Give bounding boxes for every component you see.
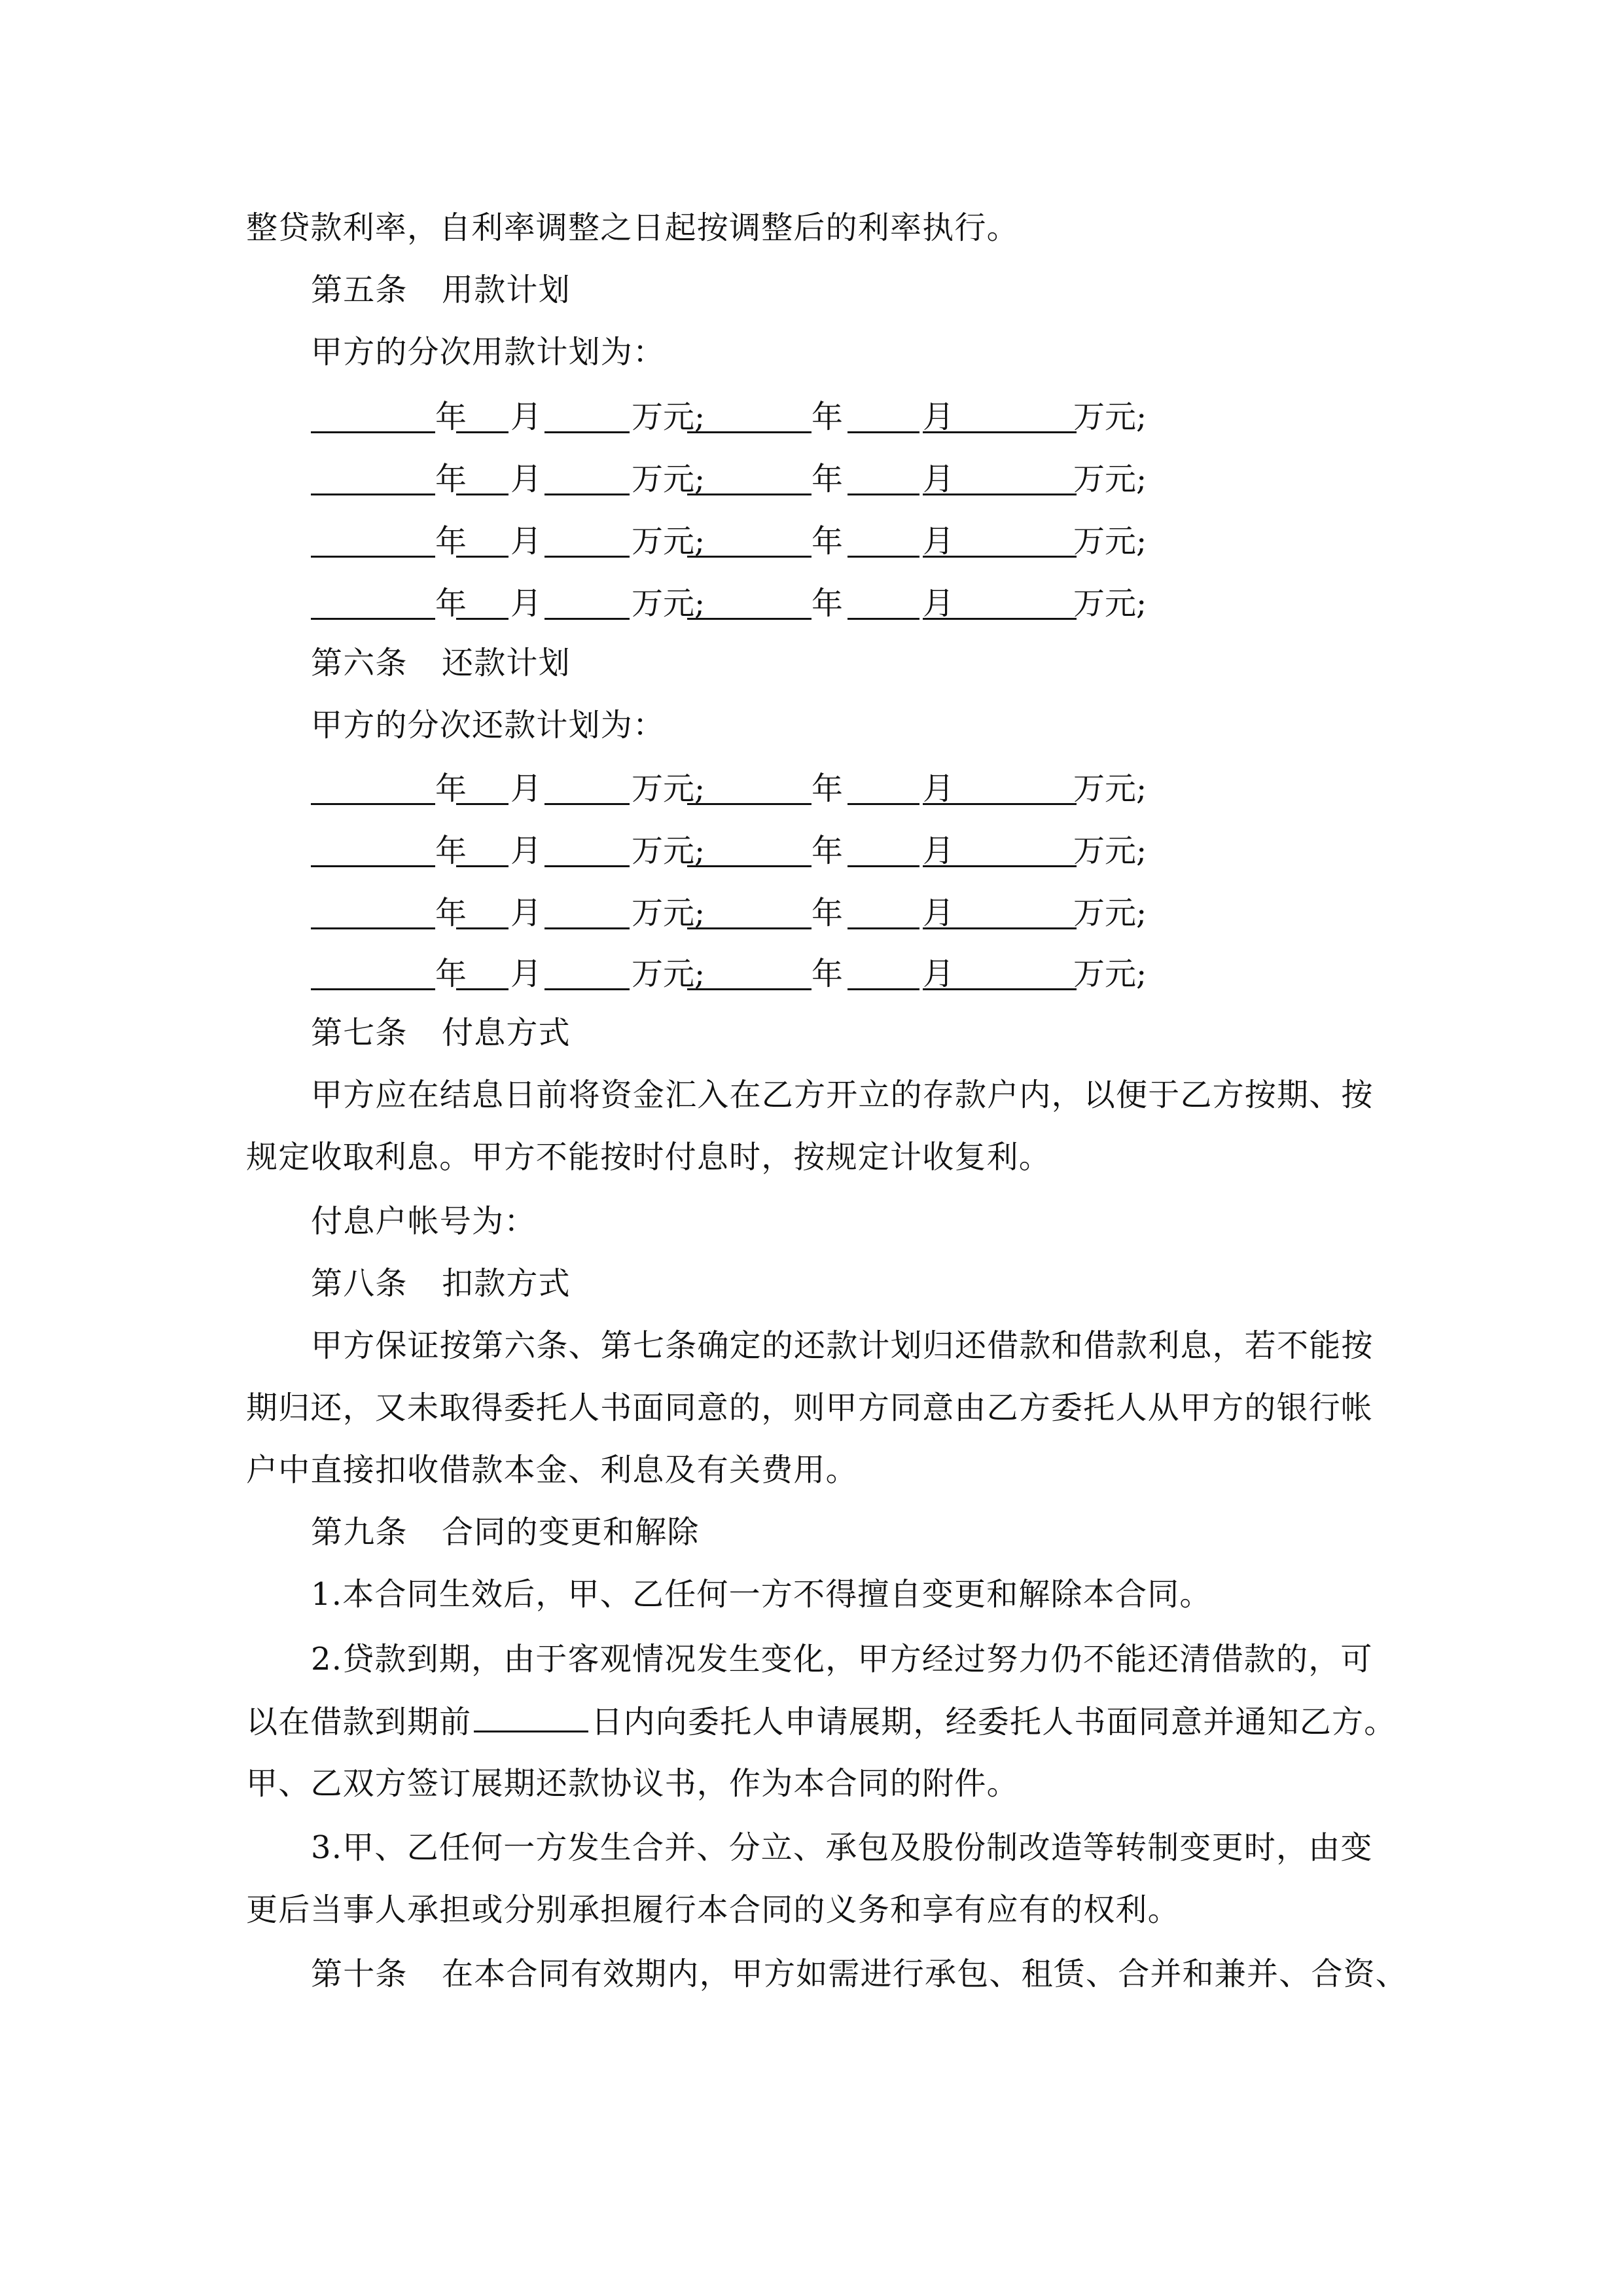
year-blank[interactable] bbox=[687, 803, 812, 805]
article-7-para-line: 甲方应在结息日前将资金汇入在乙方开立的存款户内，以便于乙方按期、按 bbox=[311, 1077, 1374, 1113]
schedule-month-label: 月 bbox=[923, 399, 955, 435]
schedule-year-label: 年 bbox=[435, 895, 467, 931]
month-blank[interactable] bbox=[847, 618, 919, 620]
article-5-number: 第五条 bbox=[311, 272, 408, 308]
schedule-month-label: 月 bbox=[510, 770, 543, 807]
schedule-amount-label: 万元; bbox=[1073, 523, 1147, 560]
month-blank[interactable] bbox=[847, 803, 919, 805]
schedule-year-label: 年 bbox=[812, 523, 844, 560]
month-blank[interactable] bbox=[847, 431, 919, 433]
year-blank[interactable] bbox=[311, 431, 435, 433]
schedule-month-label: 月 bbox=[510, 523, 543, 560]
schedule-amount-label: 万元; bbox=[632, 833, 705, 869]
item-2-text-after-blank: 日内向委托人申请展期，经委托人书面同意并通知乙方。 bbox=[591, 1704, 1397, 1740]
article-10-heading bbox=[311, 1954, 1446, 1994]
amount-blank[interactable] bbox=[544, 803, 630, 805]
article-8-number: 第八条 bbox=[311, 1265, 408, 1302]
schedule-month-label: 月 bbox=[923, 523, 955, 560]
schedule-amount-label: 万元; bbox=[1073, 585, 1147, 622]
month-blank[interactable] bbox=[847, 927, 919, 929]
schedule-year-label: 年 bbox=[435, 461, 467, 497]
amount-blank[interactable] bbox=[544, 431, 630, 433]
schedule-amount-label: 万元; bbox=[632, 585, 705, 622]
amount-blank[interactable] bbox=[544, 493, 630, 495]
article-6-heading bbox=[311, 643, 1446, 683]
article-5-title: 用款计划 bbox=[442, 272, 571, 308]
interest-account-label: 付息户帐号为： bbox=[311, 1203, 537, 1240]
schedule-month-label: 月 bbox=[923, 585, 955, 622]
schedule-year-label: 年 bbox=[812, 833, 844, 869]
year-blank[interactable] bbox=[311, 803, 435, 805]
schedule-amount-label: 万元; bbox=[632, 523, 705, 560]
schedule-month-label: 月 bbox=[923, 770, 955, 807]
schedule-year-label: 年 bbox=[435, 770, 467, 807]
schedule-month-label: 月 bbox=[923, 833, 955, 869]
amount-blank[interactable] bbox=[544, 865, 630, 867]
amount-blank[interactable] bbox=[544, 988, 630, 990]
article-9-item-1: 1.本合同生效后，甲、乙任何一方不得擅自变更和解除本合同。 bbox=[311, 1576, 1212, 1613]
year-blank[interactable] bbox=[311, 927, 435, 929]
year-blank[interactable] bbox=[687, 927, 812, 929]
article-8-para-line: 户中直接扣收借款本金、利息及有关费用。 bbox=[246, 1452, 858, 1488]
schedule-year-label: 年 bbox=[812, 956, 844, 992]
article-8-title: 扣款方式 bbox=[442, 1265, 571, 1302]
schedule-amount-label: 万元; bbox=[632, 399, 705, 435]
year-blank[interactable] bbox=[687, 493, 812, 495]
schedule-amount-label: 万元; bbox=[632, 895, 705, 931]
year-blank[interactable] bbox=[311, 865, 435, 867]
month-blank[interactable] bbox=[847, 493, 919, 495]
article-9-item-2-line: 2.贷款到期，由于客观情况发生变化，甲方经过努力仍不能还清借款的，可 bbox=[311, 1641, 1373, 1677]
article-9-number: 第九条 bbox=[311, 1514, 408, 1551]
continuation-text: 整贷款利率，自利率调整之日起按调整后的利率执行。 bbox=[246, 209, 1019, 246]
month-blank[interactable] bbox=[847, 556, 919, 558]
article-7-title: 付息方式 bbox=[442, 1014, 571, 1051]
article-5-intro: 甲方的分次用款计划为： bbox=[311, 334, 666, 370]
year-blank[interactable] bbox=[687, 988, 812, 990]
article-7-heading bbox=[311, 1013, 1446, 1052]
schedule-year-label: 年 bbox=[812, 770, 844, 807]
article-10-text: 在本合同有效期内，甲方如需进行承包、租赁、合并和兼并、合资、 bbox=[442, 1956, 1408, 1992]
amount-blank[interactable] bbox=[544, 927, 630, 929]
article-6-number: 第六条 bbox=[311, 645, 408, 681]
schedule-month-label: 月 bbox=[923, 461, 955, 497]
article-8-heading bbox=[311, 1264, 1446, 1303]
amount-blank[interactable] bbox=[544, 618, 630, 620]
schedule-year-label: 年 bbox=[435, 833, 467, 869]
month-blank[interactable] bbox=[847, 865, 919, 867]
article-9-title: 合同的变更和解除 bbox=[442, 1514, 700, 1551]
article-9-item-3-line: 3.甲、乙任何一方发生合并、分立、承包及股份制改造等转制变更时，由变 bbox=[311, 1829, 1373, 1866]
schedule-month-label: 月 bbox=[923, 895, 955, 931]
year-blank[interactable] bbox=[687, 431, 812, 433]
schedule-amount-label: 万元; bbox=[632, 956, 705, 992]
schedule-amount-label: 万元; bbox=[1073, 833, 1147, 869]
schedule-year-label: 年 bbox=[812, 585, 844, 622]
schedule-year-label: 年 bbox=[812, 399, 844, 435]
schedule-month-label: 月 bbox=[510, 833, 543, 869]
article-7-number: 第七条 bbox=[311, 1014, 408, 1051]
schedule-year-label: 年 bbox=[435, 956, 467, 992]
year-blank[interactable] bbox=[311, 556, 435, 558]
amount-blank[interactable] bbox=[544, 556, 630, 558]
schedule-year-label: 年 bbox=[435, 399, 467, 435]
schedule-amount-label: 万元; bbox=[632, 770, 705, 807]
article-9-item-2-line bbox=[246, 1702, 1397, 1742]
article-9-heading bbox=[311, 1513, 1446, 1552]
article-6-title: 还款计划 bbox=[442, 645, 571, 681]
article-8-para-line: 甲方保证按第六条、第七条确定的还款计划归还借款和借款利息，若不能按 bbox=[311, 1327, 1374, 1364]
schedule-amount-label: 万元; bbox=[1073, 461, 1147, 497]
days-blank-field[interactable] bbox=[474, 1702, 588, 1732]
year-blank[interactable] bbox=[311, 988, 435, 990]
year-blank[interactable] bbox=[687, 865, 812, 867]
schedule-amount-label: 万元; bbox=[1073, 895, 1147, 931]
schedule-amount-label: 万元; bbox=[632, 461, 705, 497]
schedule-amount-label: 万元; bbox=[1073, 770, 1147, 807]
article-8-para-line: 期归还，又未取得委托人书面同意的，则甲方同意由乙方委托人从甲方的银行帐 bbox=[246, 1390, 1374, 1426]
article-9-item-2-line: 甲、乙双方签订展期还款协议书，作为本合同的附件。 bbox=[246, 1765, 1019, 1802]
year-blank[interactable] bbox=[687, 618, 812, 620]
year-blank[interactable] bbox=[311, 618, 435, 620]
schedule-month-label: 月 bbox=[510, 956, 543, 992]
year-blank[interactable] bbox=[687, 556, 812, 558]
schedule-year-label: 年 bbox=[435, 523, 467, 560]
schedule-month-label: 月 bbox=[510, 461, 543, 497]
schedule-amount-label: 万元; bbox=[1073, 399, 1147, 435]
schedule-month-label: 月 bbox=[510, 895, 543, 931]
article-10-number: 第十条 bbox=[311, 1956, 408, 1992]
article-6-intro: 甲方的分次还款计划为： bbox=[311, 707, 666, 744]
article-7-para-line: 规定收取利息。甲方不能按时付息时，按规定计收复利。 bbox=[246, 1139, 1052, 1175]
schedule-year-label: 年 bbox=[435, 585, 467, 622]
schedule-amount-label: 万元; bbox=[1073, 956, 1147, 992]
schedule-month-label: 月 bbox=[510, 585, 543, 622]
item-2-text-before-blank: 以在借款到期前 bbox=[246, 1704, 472, 1740]
schedule-month-label: 月 bbox=[923, 956, 955, 992]
year-blank[interactable] bbox=[311, 493, 435, 495]
schedule-year-label: 年 bbox=[812, 461, 844, 497]
schedule-month-label: 月 bbox=[510, 399, 543, 435]
schedule-year-label: 年 bbox=[812, 895, 844, 931]
month-blank[interactable] bbox=[847, 988, 919, 990]
article-5-heading bbox=[311, 270, 1446, 310]
article-9-item-3-line: 更后当事人承担或分别承担履行本合同的义务和享有应有的权利。 bbox=[246, 1892, 1180, 1928]
